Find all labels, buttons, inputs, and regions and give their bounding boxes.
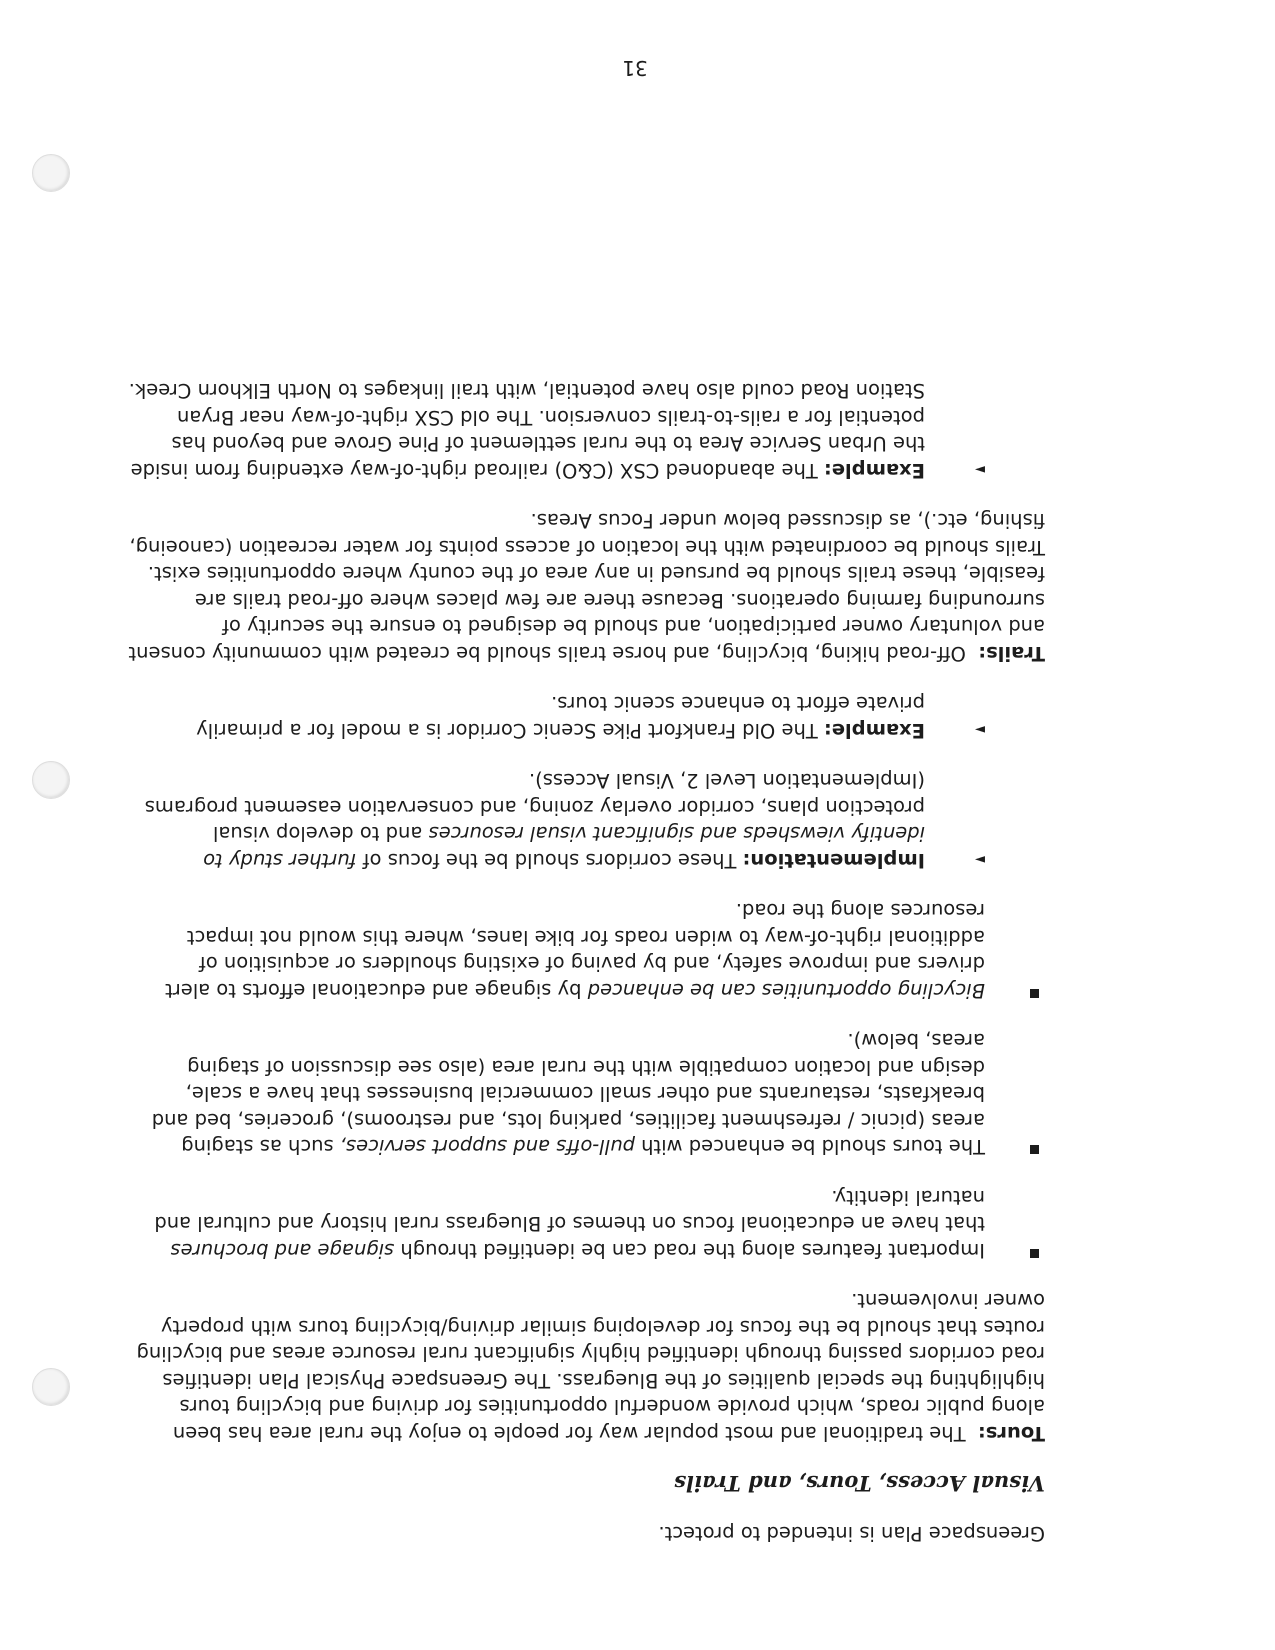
triangle-bullet-icon: ► xyxy=(975,722,985,737)
triangle-bullet-icon: ► xyxy=(975,852,985,867)
document-body xyxy=(125,353,1045,1546)
trails-term: Trails: xyxy=(978,642,1045,665)
example-item xyxy=(125,377,1045,483)
bullet-text-end: by signage and educational efforts to alert drivers and improve safety, and by paving of existing shoulders or acquisition of additional right-of-way to widen roads for bike lanes, where this would not impact resources along the road. xyxy=(165,899,985,1002)
implementation-text-end: and to develop visual protection plans, corridor overlay zoning, and conservation easement programs (Implementation Level 2, Visual Access). xyxy=(144,769,925,846)
example-text: The Old Frankfort Pike Scenic Corridor is a model for a primarily private effort to enhance scenic tours. xyxy=(196,692,925,742)
implementation-text-start: These corridors should be the focus of xyxy=(356,849,743,872)
punch-hole xyxy=(32,154,70,192)
tours-paragraph xyxy=(125,1287,1045,1446)
trails-text: Off-road hiking, bicycling, and horse trails should be created with community consent and voluntary owner participation, and should be designed to ensure the security of surrounding farming operations. Because there are few places where off-road trails are feasible, these trails should be pursued in any area of the county where opportunities exist. Trails should be coordinated with the location of access points for water recreation (canoeing, fishing, etc.), as discussed below under Focus Areas. xyxy=(128,509,1045,665)
bullet-emphasis: Bicycling opportunities can be enhanced xyxy=(587,979,985,1002)
bullet-text-start: The tours should be enhanced with xyxy=(634,1135,985,1159)
bullet-emphasis: signage and brochures xyxy=(170,1239,395,1262)
example-term: Example: xyxy=(823,719,925,742)
implementation-item xyxy=(125,767,1045,873)
list-item xyxy=(125,897,1045,1003)
tours-text: The traditional and most popular way for people to enjoy the rural area has been along public roads, which provide wonderful opportunities for driving and bicycling tours highlighting the special qualities of the Bluegrass. The Greenspace Physical Plan identifies road corridors passing through identified highly significant rural resource areas and bicycling routes that should be the focus for developing similar driving/bicycling tours with property owner involvement. xyxy=(136,1289,1045,1445)
square-bullet-icon xyxy=(1030,1249,1039,1258)
list-item xyxy=(125,1027,1045,1160)
example-term: Example: xyxy=(823,459,925,482)
square-bullet-icon xyxy=(1030,989,1039,998)
implementation-term: Implementation: xyxy=(742,849,925,872)
list-item xyxy=(125,1184,1045,1264)
trails-paragraph xyxy=(125,507,1045,666)
lead-line: Greenspace Plan is intended to protect. xyxy=(658,1522,1045,1545)
punch-hole xyxy=(32,1368,70,1406)
bullet-emphasis: pull-offs and support services, xyxy=(339,1135,635,1159)
square-bullet-icon xyxy=(1030,1146,1039,1155)
bullet-text-end: that have an educational focus on themes of Bluegrass rural history and cultural and natural identity. xyxy=(154,1186,985,1236)
section-heading: Visual Access, Tours, and Trails xyxy=(674,1471,1045,1497)
triangle-bullet-icon: ► xyxy=(975,462,985,477)
example-text: The abandoned CSX (C&O) railroad right-of-way extending from inside the Urban Service Area to the rural settlement of Pine Grove and beyond has potential for a rails-to-trails conversion. The old CSX right-of-way near Bryan Station Road could also have potential, with trail linkages to North Elkhorn Creek. xyxy=(128,379,925,482)
bullet-text-end: such as staging areas (picnic / refreshment facilities, parking lots, and restrooms), groceries, bed and breakfasts, restaurants and other small commercial businesses that have a scale, design and location compatible with the rural area (also see discussion of staging areas, below). xyxy=(151,1029,985,1159)
bullet-text-start: Important features along the road can be identified through xyxy=(394,1239,985,1262)
page-number: 31 xyxy=(622,56,648,80)
tours-term: Tours: xyxy=(977,1422,1045,1445)
example-item xyxy=(125,690,1045,743)
punch-hole xyxy=(32,761,70,799)
implementation-emphasis: further study to identify viewsheds and significant visual resources xyxy=(203,822,925,872)
